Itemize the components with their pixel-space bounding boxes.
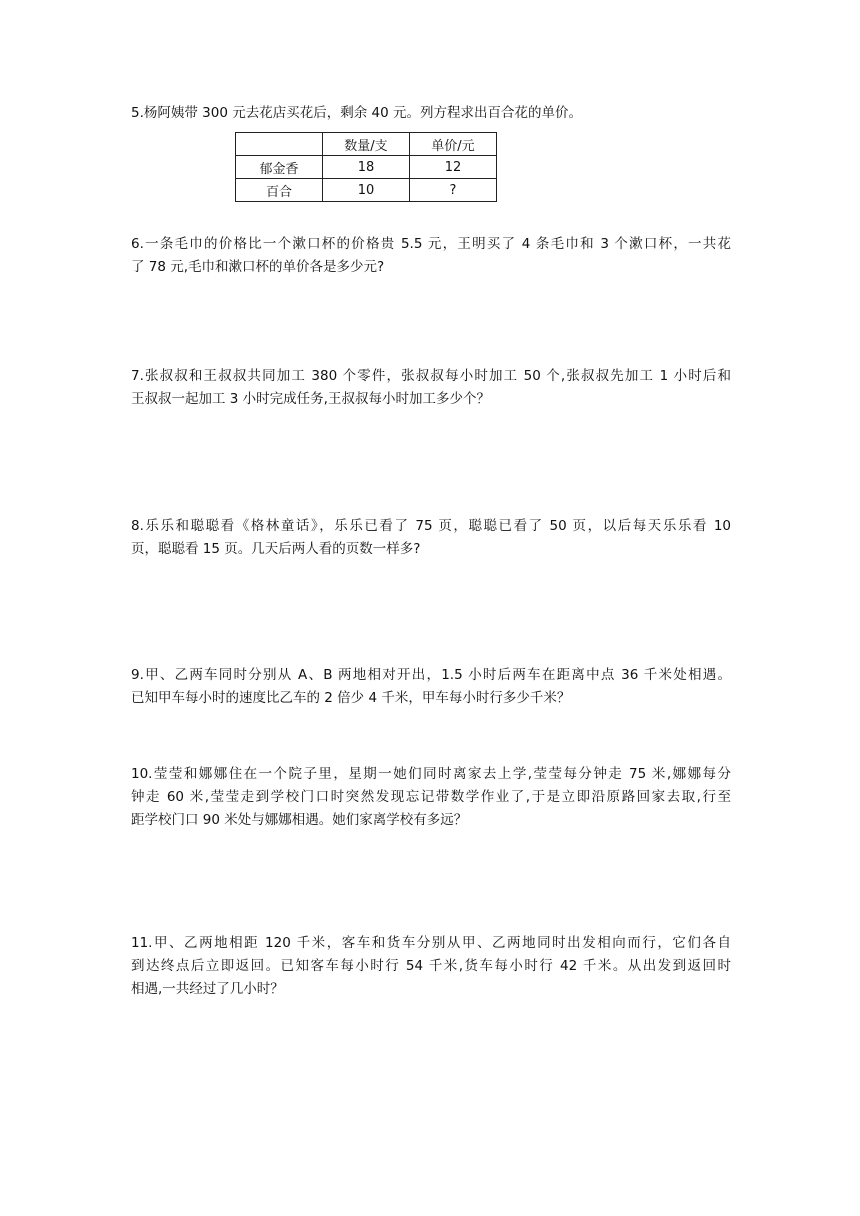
table-cell: 郁金香 (236, 156, 323, 179)
problem-5 (131, 102, 731, 125)
table-cell: 18 (323, 156, 410, 179)
problem-10-line-1: 10.莹莹和娜娜住在一个院子里，星期一她们同时离家去上学,莹莹每分钟走 75 米,娜娜每分 (131, 766, 731, 782)
problem-8 (131, 515, 731, 561)
problem-9-line-1: 9.甲、乙两车同时分别从 A、B 两地相对开出，1.5 小时后两车在距离中点 36 千米处相遇。 (131, 667, 731, 683)
table-header-row (236, 133, 497, 156)
problem-11-line-1: 11.甲、乙两地相距 120 千米，客车和货车分别从甲、乙两地同时出发相向而行，它们各自 (131, 935, 731, 951)
table-cell: ? (410, 179, 497, 202)
problem-6-line-1: 6.一条毛巾的价格比一个漱口杯的价格贵 5.5 元，王明买了 4 条毛巾和 3 个漱口杯，一共花 (131, 236, 731, 252)
problem-8-line-1: 8.乐乐和聪聪看《格林童话》，乐乐已看了 75 页，聪聪已看了 50 页，以后每天乐乐看 10 (131, 518, 731, 534)
table-header-cell: 单价/元 (410, 133, 497, 156)
problem-5-line-1: 5.杨阿姨带 300 元去花店买花后，剩余 40 元。列方程求出百合花的单价。 (131, 105, 582, 121)
table-cell: 10 (323, 179, 410, 202)
problem-8-line-2: 页，聪聪看 15 页。几天后两人看的页数一样多? (131, 541, 421, 557)
problem-6 (131, 233, 731, 279)
table-row (236, 156, 497, 179)
table-row (236, 179, 497, 202)
problem-9 (131, 664, 731, 710)
problem-10-line-3: 距学校门口 90 米处与娜娜相遇。她们家离学校有多远？ (131, 812, 468, 828)
table-header-cell: 数量/支 (323, 133, 410, 156)
problem-9-line-2: 已知甲车每小时的速度比乙车的 2 倍少 4 千米，甲车每小时行多少千米？ (131, 690, 571, 706)
problem-11-line-2: 到达终点后立即返回。已知客车每小时行 54 千米,货车每小时行 42 千米。从出发到返回时 (131, 958, 731, 974)
problem-7-line-1: 7.张叔叔和王叔叔共同加工 380 个零件，张叔叔每小时加工 50 个,张叔叔先加工 1 小时后和 (131, 368, 731, 384)
problem-6-line-2: 了 78 元,毛巾和漱口杯的单价各是多少元? (131, 259, 385, 275)
problem-7-line-2: 王叔叔一起加工 3 小时完成任务,王叔叔每小时加工多少个？ (131, 391, 490, 407)
table-cell: 百合 (236, 179, 323, 202)
flower-price-table (235, 132, 497, 202)
problem-10-line-2: 钟走 60 米,莹莹走到学校门口时突然发现忘记带数学作业了,于是立即沿原路回家去取,行至 (131, 789, 731, 805)
table-header-cell (236, 133, 323, 156)
problem-10 (131, 763, 731, 832)
problem-11-line-3: 相遇,一共经过了几小时？ (131, 981, 284, 997)
problem-11 (131, 932, 731, 1001)
problem-7 (131, 365, 731, 411)
table-cell: 12 (410, 156, 497, 179)
